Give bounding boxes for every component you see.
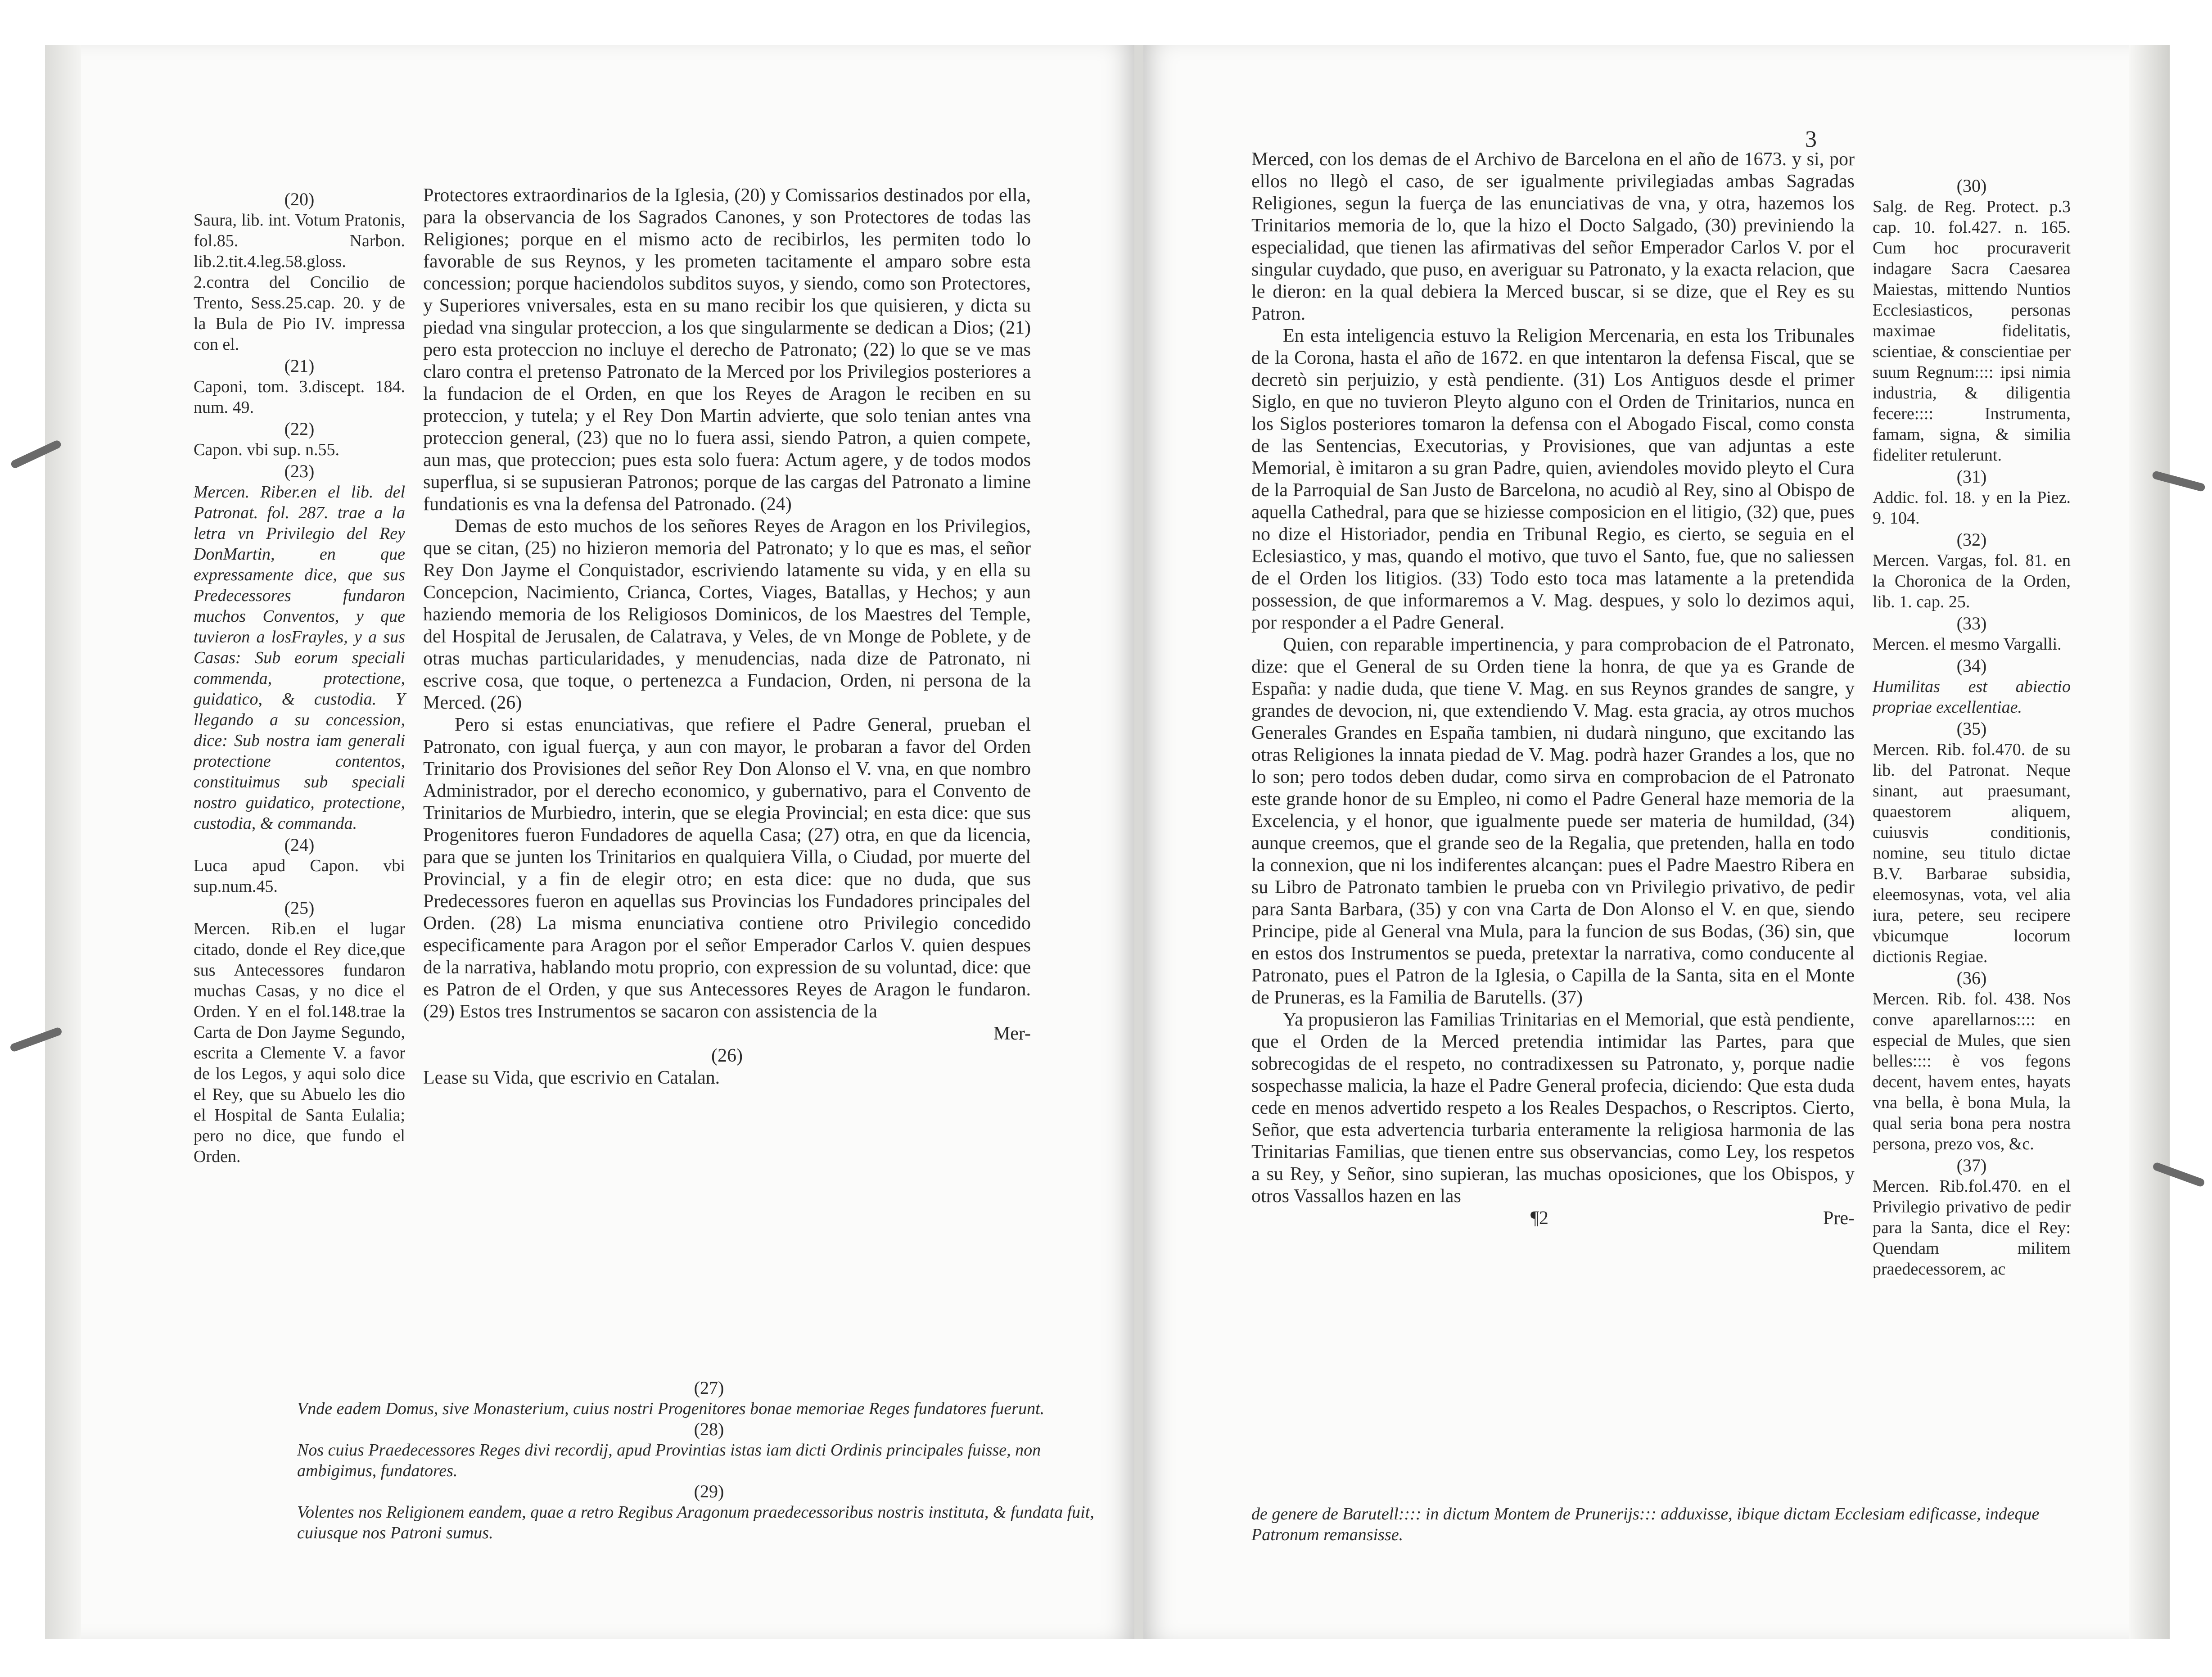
paragraph: En esta inteligencia estuvo la Religion Mercenaria, en esta los Tribunales de la Corona, hasta el año de 1672. en que intentaron la defensa Fiscal, que se decretò sin perjuizio, y està pendiente. (31) Los Antiguos desde el primer Siglo, en que no tuvieron Pleyto alguno con el Orden de Trinitarios, nunca en los Siglos posteriores tomaron la defensa con el Abogado Fiscal, como consta de las Sentencias, Executorias, y Provisiones, que van adjuntas a este Memorial, è imitaron a su gran Padre, quien, aviendoles movido pleyto el Cura de la Parroquial de San Justo de Barcelona, no acudiò al Rey, sino al Obispo de aquella Cathedral, para que se hiziesse composicion en el litigio, (32) que, pues no dize el Historiador, pendia en Tribunal Regio, es cierto, se seguia en el Eclesiastico, y mas, quando el motivo, que tuvo el Santo, fue, que no saliessen de el Orden los litigios. (33) Todo esto toca mas latamente a la pretendida possession, de que informaremos a V. Mag. despues, y solo lo dezimos aqui, por responder a el Padre General. bbox=[1251, 325, 1855, 633]
right-page bbox=[1143, 45, 2170, 1639]
right-main-text bbox=[1251, 149, 1855, 1230]
note-text: Mercen. Vargas, fol. 81. en la Choronica de la Orden, lib. 1. cap. 25. bbox=[1873, 551, 2071, 611]
note-number: (30) bbox=[1956, 176, 1987, 196]
book-gutter bbox=[1134, 45, 1143, 1639]
right-margin-notes bbox=[1873, 176, 2071, 1280]
signature-mark: ¶2 bbox=[1530, 1208, 1549, 1229]
note-text: Mercen. Rib.en el lugar citado, donde el Rey dice,que sus Antecessores fundaron muchas Casas, y no dice el Orden. Y en el fol.148.trae la Carta de Don Jayme Segundo, escrita a Clemente V. a favor de los Legos, y aqui solo dice el Rey, que su Abuelo les dio el Hospital de Santa Eulalia; pero no dice, que fundo el Orden. bbox=[194, 919, 405, 1166]
margin-note bbox=[194, 189, 405, 355]
note-number: (24) bbox=[284, 835, 315, 855]
margin-note bbox=[1873, 655, 2071, 718]
note-number: (26) bbox=[711, 1045, 743, 1066]
footnote-text: Volentes nos Religionem eandem, quae a retro Regibus Aragonum praedecessoribus nostris instituta, & fundata fuit, cuiusque nos Patroni sumus. bbox=[297, 1503, 1094, 1542]
open-book bbox=[45, 45, 2170, 1639]
note-text: Saura, lib. int. Votum Pratonis, fol.85. Narbon. lib.2.tit.4.leg.58.gloss. 2.contra del Concilio de Trento, Sess.25.cap. 20. y de la Bula de Pio IV. impressa con el. bbox=[194, 211, 405, 354]
footnote bbox=[297, 1481, 1121, 1543]
lease-line: Lease su Vida, que escrivio en Catalan. bbox=[423, 1067, 720, 1088]
footnote-text: Vnde eadem Domus, sive Monasterium, cuius nostri Progenitores bonae memoriae Reges fundatores fuerunt. bbox=[297, 1399, 1045, 1418]
margin-note bbox=[1873, 613, 2071, 655]
note-text: Mercen. el mesmo Vargalli. bbox=[1873, 635, 2062, 654]
margin-note bbox=[1873, 1155, 2071, 1279]
note-number: (21) bbox=[284, 356, 315, 376]
page-number: 3 bbox=[1805, 127, 1817, 152]
signature-row bbox=[1251, 1207, 1855, 1230]
margin-note bbox=[1873, 176, 2071, 466]
note-number: (31) bbox=[1956, 466, 1987, 487]
catchword: Mer- bbox=[993, 1023, 1031, 1044]
margin-note bbox=[194, 835, 405, 897]
margin-note bbox=[1873, 968, 2071, 1154]
note-number: (20) bbox=[284, 189, 315, 209]
margin-note bbox=[1873, 466, 2071, 529]
margin-note bbox=[194, 356, 405, 418]
note-text: Mercen. Rib. fol.470. de su lib. del Patronat. Neque sinant, aut praesumant, quaestorem aliquem, cuiusvis conditionis, nomine, seu titulo dictae B.V. Barbarae subsidia, eleemosynas, vota, vel alia iura, petere, seu recipere vbicumque locorum dictionis Regiae. bbox=[1873, 740, 2071, 966]
note-number: (36) bbox=[1956, 968, 1987, 988]
left-page-edge bbox=[45, 45, 81, 1639]
note-number: (23) bbox=[284, 461, 315, 481]
footnote-number: (27) bbox=[694, 1378, 724, 1398]
note-text: Mercen. Rib. fol. 438. Nos conve aparellarnos:::: en especial de Mules, que sien belles:::: è vos fegons decent, havem entes, hayats vna bella, è bona Mula, la qual seria bona pera nostra persona, prezo vos, &c. bbox=[1873, 990, 2071, 1153]
note-number: (22) bbox=[284, 419, 315, 439]
left-footnotes bbox=[297, 1378, 1121, 1543]
margin-note bbox=[194, 461, 405, 834]
note-number: (25) bbox=[284, 898, 315, 918]
margin-note bbox=[194, 419, 405, 460]
note-number: (34) bbox=[1956, 655, 1987, 676]
footnote bbox=[297, 1419, 1121, 1481]
note-text: Humilitas est abiectio propriae excellentiae. bbox=[1873, 677, 2071, 717]
right-page-edge bbox=[2129, 45, 2170, 1639]
footnote-number: (29) bbox=[694, 1481, 724, 1501]
catchword: Pre- bbox=[1823, 1208, 1855, 1229]
left-page bbox=[45, 45, 1134, 1639]
note-text: Mercen. Rib.fol.470. en el Privilegio privativo de pedir para la Santa, dice el Rey: Quendam militem praedecessorem, ac bbox=[1873, 1177, 2071, 1279]
paragraph: Pero si estas enunciativas, que refiere el Padre General, prueban el Patronato, con igual fuerça, y aun con mayor, le probaran a favor del Orden Trinitario dos Provisiones del señor Rey Don Alonso el V. vna, en que nombro Administrador, por el derecho economico, y gubernativo, para el Convento de Trinitarios de Murbiedro, interin, que se elegia Provincial; en esta dice: que sus Progenitores fueron Fundadores de aquella Casa; (27) otra, en que da licencia, para que se junten los Trinitarios en qualquiera Villa, o Ciudad, por muerte del Provincial, y a fin de elegir otro; en esta dice: que no duda, que sus Predecessores fueron en aquellas sus Provincias los Fundadores principales del Orden. (28) La misma enunciativa contiene otro Privilegio concedido especificamente para Aragon por el señor Emperador Carlos V. quien despues de la narrativa, hablando motu proprio, con expression de su voluntad, dice: que es Patron de el Orden, y que sus Antecessores Reyes de Aragon le fundaron. (29) Estos tres Instrumentos se sacaron con assistencia de la bbox=[423, 714, 1031, 1022]
footnote-number: (28) bbox=[694, 1419, 724, 1439]
footnote bbox=[297, 1378, 1121, 1419]
margin-note bbox=[1873, 529, 2071, 612]
paragraph: Protectores extraordinarios de la Iglesia, (20) y Comissarios destinados por ella, para la observancia de los Sagrados Canones, y son Protectores de todas las Religiones; porque en el mismo acto de recibirlos, les permiten todo lo favorable de sus Reynos, y les prometen tacitamente el amparo sobre esta concession; porque haciendolos subditos suyos, y siendo, como son Protectores, y Superiores vniversales, esta en su mano recibir los que quisieren, y dicta su piedad vna singular proteccion, a los que singularmente se dedican a Dios; (21) pero esta proteccion no incluye el derecho de Patronato; (22) lo que se ve mas claro contra el pretenso Patronato de la Merced por los Privilegios posteriores a la fundacion de el Orden, en que los Reyes de Aragon le reciben en su proteccion, y tutela; y el Rey Don Martin advierte, que solo tenian antes vna proteccion general, (23) que no lo fuera assi, siendo Patron, a quien compete, aun mas, que proteccion; pues esta solo fuera: Actum agere, y de todos modos superflua, si se supusieran Patronos; porque de las cargas del Patronato a limine fundationis es vna la defensa del Patronado. (24) bbox=[423, 185, 1031, 515]
note-number: (33) bbox=[1956, 613, 1987, 633]
note-text: Luca apud Capon. vbi sup.num.45. bbox=[194, 856, 405, 896]
note-text: Salg. de Reg. Protect. p.3 cap. 10. fol.427. n. 165. Cum hoc procuraverit indagare Sacra Caesarea Maiestas, mittendo Nuntios Ecclesiasticos, personas maximae fidelitatis, scientiae, & conscientiae per suum Regnum:::: ipsi nimia industria, & diligentia fecere:::: Instrumenta, famam, signa, & similia fideliter retulerunt. bbox=[1873, 197, 2071, 465]
note-text: Caponi, tom. 3.discept. 184. num. 49. bbox=[194, 377, 405, 417]
paragraph: Demas de esto muchos de los señores Reyes de Aragon en los Privilegios, que se citan, (25) no hizieron memoria del Patronato; y lo que es mas, el señor Rey Don Jayme el Conquistador, escriviendo latamente su vida, y en ella su Concepcion, Nacimiento, Crianca, Cortes, Viages, Batallas, y Hechos; y aun haziendo memoria de los Religiosos Dominicos, de los Maestres del Temple, del Hospital de Jerusalen, de Calatrava, y Veles, de vn Monge de Poblete, y de otras muchas particularidades, y menudencias, nada dize de Patronato, ni escrive cosa, que toque, o pertenezca a Fundacion, Orden, ni persona de la Merced. (26) bbox=[423, 516, 1031, 713]
margin-note bbox=[1873, 719, 2071, 967]
paragraph: Merced, con los demas de el Archivo de Barcelona en el año de 1673. y si, por ellos no llegò el caso, de ser igualmente privilegiadas ambas Sagradas Religiones, segun la fuerça de las enunciativas de vna, y otra, hazemos los Trinitarios memoria de lo, que la hizo el Docto Salgado, (30) previniendo la especialidad, que tienen las afirmativas del señor Emperador Carlos V. por el singular cuydado, que puso, en averiguar su Patronato, y la exacta relacion, que le dieron: en la qual debiera la Merced buscar, si se dize, que el Rey es su Patron. bbox=[1251, 149, 1855, 324]
left-margin-notes bbox=[194, 189, 405, 1168]
paragraph: Ya propusieron las Familias Trinitarias en el Memorial, que està pendiente, que el Orden de la Merced pretendia intimidar las Partes, para que sobrecogidas de el respeto, no contradixessen su Patronato, y, porque nadie sospechasse malicia, la haze el Padre General profecia, diciendo: Que esta duda cede en menos advertido respeto a los Reales Despachos, o Rescriptos. Cierto, Señor, que esta advertencia turbaria enteramente la religiosa harmonia de las Trinitarias Familias, que tienen entre sus observancias, como Ley, los respetos a su Rey, y Señor, sino supieran, las muchas oposiciones, que los Obispos, y otros Vassallos hazen en las bbox=[1251, 1009, 1855, 1207]
note-number: (37) bbox=[1956, 1155, 1987, 1175]
note-text: Capon. vbi sup. n.55. bbox=[194, 440, 340, 459]
left-main-text bbox=[423, 185, 1031, 1089]
note-text: Addic. fol. 18. y en la Piez. 9. 104. bbox=[1873, 488, 2071, 528]
note-number: (32) bbox=[1956, 529, 1987, 550]
note-number: (35) bbox=[1956, 719, 1987, 739]
footnote-text: Nos cuius Praedecessores Reges divi recordij, apud Provintias istas iam dicti Ordinis principales fuisse, non ambigimus, fundatores. bbox=[297, 1441, 1041, 1480]
note-text: Mercen. Riber.en el lib. del Patronat. fol. 287. trae a la letra vn Privilegio del Rey DonMartin, en que expressamente dice, que sus Predecessores fundaron muchos Conventos, y que tuvieron a losFrayles, y a sus Casas: Sub eorum speciali commenda, protectione, guidatico, & custodia. Y llegando a su concession, dice: Sub nostra iam generali protectione contentos, constituimus sub speciali nostro guidatico, protectione, custodia, & commanda. bbox=[194, 483, 405, 833]
margin-note bbox=[194, 898, 405, 1167]
paragraph: Quien, con reparable impertinencia, y para comprobacion de el Patronato, dize: que el General de su Orden tiene la honra, de que ya es Grande de España: y nadie duda, que tiene V. Mag. en sus Reynos grandes de sangre, y grandes de devocion, ni, que extendiendo V. Mag. esta gracia, ay otros muchos Generales Grandes en España tambien, ni dudarà ninguno, que excitando las otras Religiones la innata piedad de V. Mag. podrà hazer Grandes a los, que no lo son; pero todos deben dudar, como sirva en comprobacion de el Patronato este grande honor de su Empleo, ni como el Padre General haze memoria de la Excelencia, y el honor, que igualmente puede ser materia de humildad, (34) aunque creemos, que el grande seo de la Regalia, que pretenden, halla en todo la connexion, que ni los indiferentes alcançan: pues el Padre Maestro Ribera en su Libro de Patronato tambien le prueba con vn Privilegio privativo, de pedir para Santa Barbara, (35) y con vna Carta de Don Alonso el V. en que, siendo Principe, pide al General vna Mula, para la funcion de sus Bodas, (36) sin, que en estos dos Instrumentos se pueda, pretextar la narrativa, como conducente al Patronato, pues el Patron de la Iglesia, o Capilla de la Santa, sita en el Monte de Pruneras, es la Familia de Barutells. (37) bbox=[1251, 634, 1855, 1008]
right-footnote-line: de genere de Barutell:::: in dictum Montem de Prunerijs::: adduxisse, ibique dictam Ecclesiam edificasse, indeque Patronum remansisse. bbox=[1251, 1505, 2040, 1544]
